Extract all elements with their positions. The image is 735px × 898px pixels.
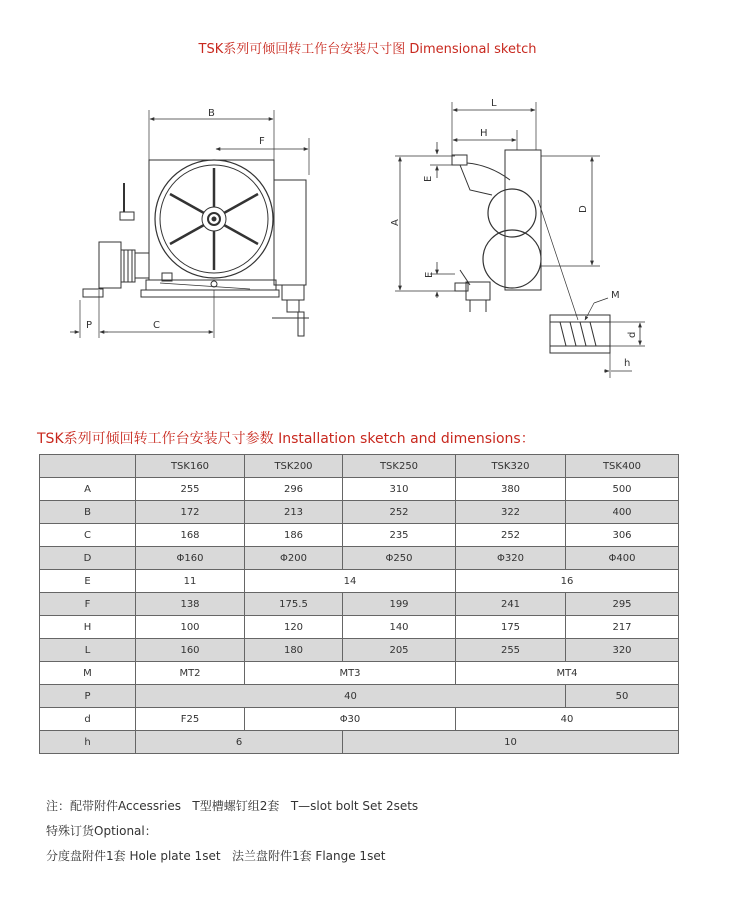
table-cell: MT3	[245, 662, 456, 685]
table-cell: 255	[136, 478, 245, 501]
table-row	[40, 616, 679, 639]
table-cell: 180	[245, 639, 343, 662]
table-cell: 6	[136, 731, 343, 754]
table-cell: 255	[456, 639, 566, 662]
column-header: TSK160	[136, 455, 245, 478]
table-cell: 140	[343, 616, 456, 639]
table-cell: 380	[456, 478, 566, 501]
row-label: B	[40, 501, 136, 524]
table-header-corner	[40, 455, 136, 478]
table-cell: F25	[136, 708, 245, 731]
column-header: TSK200	[245, 455, 343, 478]
table-cell: 175.5	[245, 593, 343, 616]
dim-label-e-bottom: E	[424, 271, 435, 278]
table-cell: 235	[343, 524, 456, 547]
table-row	[40, 524, 679, 547]
column-header: TSK400	[566, 455, 679, 478]
note-optional: 特殊订货Optional：	[46, 824, 157, 838]
dim-label-d-small: d	[627, 331, 638, 338]
dimensional-sketch	[0, 0, 735, 420]
table-cell: 217	[566, 616, 679, 639]
table-cell: 14	[245, 570, 456, 593]
dimensions-table	[39, 454, 679, 754]
table-cell: 252	[343, 501, 456, 524]
table-cell: 138	[136, 593, 245, 616]
column-header: TSK250	[343, 455, 456, 478]
table-cell: 322	[456, 501, 566, 524]
dim-label-m: M	[611, 290, 620, 301]
table-cell: 320	[566, 639, 679, 662]
dim-label-b: B	[208, 108, 215, 119]
side-view-drawing	[395, 102, 645, 378]
table-row	[40, 547, 679, 570]
table-cell: 16	[456, 570, 679, 593]
table-row	[40, 478, 679, 501]
table-cell: Φ200	[245, 547, 343, 570]
table-cell: 400	[566, 501, 679, 524]
dim-label-d-diameter: D	[578, 205, 589, 213]
table-cell: Φ30	[245, 708, 456, 731]
dim-label-l: L	[491, 98, 497, 109]
row-label: C	[40, 524, 136, 547]
note-accessories: 注：配带附件Accessries T型槽螺钉组2套 T—slot bolt Set 2sets	[46, 799, 419, 813]
row-label: h	[40, 731, 136, 754]
dim-label-f: F	[259, 136, 265, 147]
notes	[46, 794, 418, 869]
table-row	[40, 593, 679, 616]
table-cell: 40	[136, 685, 566, 708]
dim-label-h-upper: H	[480, 128, 488, 139]
table-cell: 306	[566, 524, 679, 547]
row-label: A	[40, 478, 136, 501]
row-label: E	[40, 570, 136, 593]
table-title: TSK系列可倾回转工作台安装尺寸参数 Installation sketch and dimensions：	[37, 431, 535, 447]
table-cell: 500	[566, 478, 679, 501]
table-cell: 241	[456, 593, 566, 616]
column-header: TSK320	[456, 455, 566, 478]
table-cell: Φ160	[136, 547, 245, 570]
dim-label-a: A	[390, 219, 401, 226]
table-cell: 11	[136, 570, 245, 593]
table-cell: 175	[456, 616, 566, 639]
table-cell: MT2	[136, 662, 245, 685]
sketch-title: TSK系列可倾回转工作台安装尺寸图 Dimensional sketch	[198, 42, 537, 57]
table-cell: 10	[343, 731, 679, 754]
dim-label-e-top: E	[423, 175, 434, 182]
table-cell: 205	[343, 639, 456, 662]
table-cell: 296	[245, 478, 343, 501]
table-cell: 160	[136, 639, 245, 662]
table-cell: 120	[245, 616, 343, 639]
table-cell: 100	[136, 616, 245, 639]
dim-label-c: C	[153, 320, 160, 331]
table-body	[40, 478, 679, 754]
table-cell: 213	[245, 501, 343, 524]
dim-label-p: P	[86, 320, 93, 331]
row-label: D	[40, 547, 136, 570]
row-label: d	[40, 708, 136, 731]
table-cell: 295	[566, 593, 679, 616]
table-cell: 186	[245, 524, 343, 547]
table-cell: 40	[456, 708, 679, 731]
table-row	[40, 570, 679, 593]
table-cell: Φ320	[456, 547, 566, 570]
table-cell: 168	[136, 524, 245, 547]
dim-label-h-small: h	[624, 358, 631, 369]
table-cell: 50	[566, 685, 679, 708]
table-row	[40, 639, 679, 662]
front-view-drawing	[70, 110, 309, 338]
note-optional-items: 分度盘附件1套 Hole plate 1set 法兰盘附件1套 Flange 1set	[46, 849, 386, 863]
table-row	[40, 685, 679, 708]
table-cell: MT4	[456, 662, 679, 685]
row-label: M	[40, 662, 136, 685]
row-label: H	[40, 616, 136, 639]
table-cell: 172	[136, 501, 245, 524]
row-label: L	[40, 639, 136, 662]
table-row	[40, 501, 679, 524]
table-row	[40, 662, 679, 685]
row-label: F	[40, 593, 136, 616]
table-cell: 199	[343, 593, 456, 616]
row-label: P	[40, 685, 136, 708]
table-cell: Φ400	[566, 547, 679, 570]
table-cell: Φ250	[343, 547, 456, 570]
table-header-row	[40, 455, 679, 478]
table-row	[40, 708, 679, 731]
table-cell: 252	[456, 524, 566, 547]
table-row	[40, 731, 679, 754]
table-cell: 310	[343, 478, 456, 501]
